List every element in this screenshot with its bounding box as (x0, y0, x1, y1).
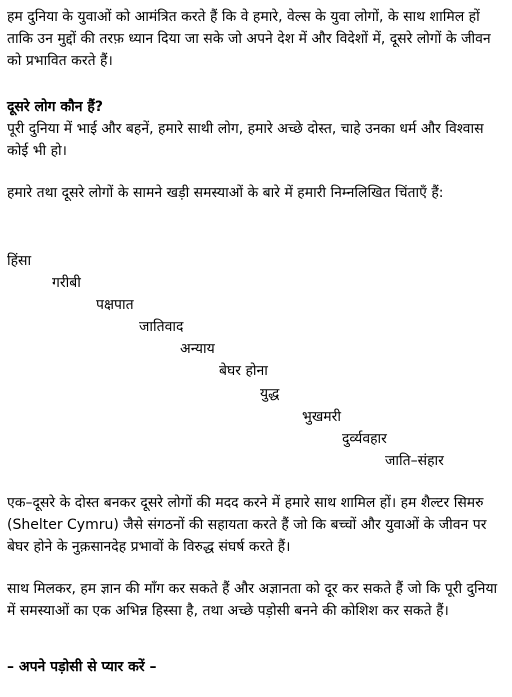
concern-item: युद्ध (260, 386, 280, 402)
others-paragraph: पूरी दुनिया में भाई और बहनें, हमारे साथी लोग, हमारे अच्छे दोस्त, चाहे उनका धर्म और विश्वास कोई भी हो। (7, 121, 484, 159)
friends-paragraph: एक–दूसरे के दोस्त बनकर दूसरे लोगों की मदद करने में हमारे साथ शामिल हों। हम शैल्टर सिमरु (Shelter Cymru) जैसे संगठनों की सहायता करते हैं जो कि बच्चों और युवाओं के जीवन पर बेघर होने के नुक़सानदेह प्रभावों के विरुद्ध संघर्ष करते हैं। (7, 495, 487, 555)
concern-item: अन्याय (180, 341, 215, 357)
concern-item: जातिवाद (139, 319, 184, 335)
others-heading: दूसरे लोग कौन हैं? (7, 99, 103, 115)
concern-item: हिंसा (7, 253, 32, 269)
closing-line: – अपने पड़ोसी से प्यार करें – (7, 659, 157, 675)
concern-item: दुर्व्यवहार (342, 431, 387, 447)
intro-paragraph: हम दुनिया के युवाओं को आमंत्रित करते हैं कि वे हमारे, वेल्स के युवा लोगों, के साथ शामिल हों ताकि उन मुद्दों की तरफ़ ध्यान दिया जा सके जो अपने देश में और विदेशों में, दूसरे लोगों के जीवन को प्रभावित करते हैं। (7, 9, 491, 69)
concern-item: भुखमरी (302, 409, 342, 425)
concern-item: बेघर होना (219, 363, 268, 379)
concern-item: गरीबी (52, 275, 81, 291)
concern-item: जाति–संहार (385, 453, 444, 469)
together-paragraph: साथ मिलकर, हम ज्ञान की माँग कर सकते हैं और अज्ञानता को दूर कर सकते हैं जो कि पूरी दुनिया में समस्याओं का एक अभिन्न हिस्सा है, तथा अच्छे पड़ोसी बनने की कोशिश कर सकते हैं। (7, 581, 498, 619)
concerns-intro-paragraph: हमारे तथा दूसरे लोगों के सामने खड़ी समस्याओं के बारे में हमारी निम्नलिखित चिंताएँ हैं: (7, 185, 444, 201)
concern-item: पक्षपात (96, 297, 134, 313)
